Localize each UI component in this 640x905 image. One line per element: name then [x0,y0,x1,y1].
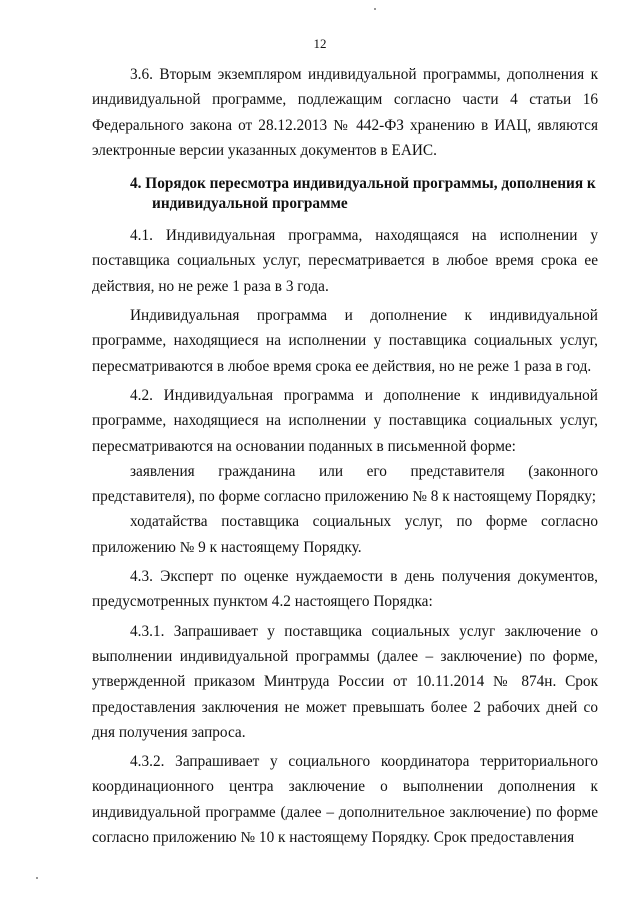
scan-speck [374,8,376,10]
paragraph-4-3: 4.3. Эксперт по оценке нуждаемости в день получения документов, предусмотренных пунктом 4.2 настоящего Порядка: [92,568,598,611]
paragraph-4-3-1: 4.3.1. Запрашивает у поставщика социальных услуг заключение о выполнении индивидуальной программы (далее – заключение) по форме, утвержденной приказом Минтруда России от 10.11.2014 № 874н. Срок предоставления заключения не может превышать более 2 рабочих дней со дня получения запроса. [92,622,598,741]
paragraph-4-1: 4.1. Индивидуальная программа, находящаяся на исполнении у поставщика социальных услуг, пересматривается в любое время срока ее действия, но не реже 1 раза в 3 года. [92,227,598,295]
paragraph-4-2-item-application: заявления гражданина или его представителя (законного представителя), по форме согласно приложению № 8 к настоящему Порядку; [92,462,598,506]
document-body [92,62,598,850]
paragraph-4-2: 4.2. Индивидуальная программа и дополнение к индивидуальной программе, находящиеся на исполнении у поставщика социальных услуг, пересматриваются на основании поданных в письменной форме: [92,386,598,455]
scan-speck [36,877,38,879]
paragraph-4-3-2: 4.3.2. Запрашивает у социального координатора территориального координационного центра заключение о выполнении дополнения к индивидуальной программе (далее – дополнительное заключение) по форме согласно приложению № 10 к настоящему Порядку. Срок предоставления [92,753,598,847]
page-number: 12 [313,36,327,51]
paragraph-4-2-item-petition: ходатайства поставщика социальных услуг, по форме согласно приложению № 9 к настоящему Порядку. [92,513,598,556]
paragraph-4-1-addendum: Индивидуальная программа и дополнение к индивидуальной программе, находящиеся на исполнении у поставщика социальных услуг, пересматриваются в любое время срока ее действия, но не реже 1 раза в год. [92,307,598,375]
section-heading-4: 4. Порядок пересмотра индивидуальной программы, дополнения к индивидуальной программе [130,175,596,213]
paragraph-3-6: 3.6. Вторым экземпляром индивидуальной программы, дополнения к индивидуальной программе, подлежащим согласно части 4 статьи 16 Федерального закона от 28.12.2013 № 442-ФЗ хранению в ИАЦ, являются электронные версии указанных документов в ЕАИС. [92,66,598,159]
